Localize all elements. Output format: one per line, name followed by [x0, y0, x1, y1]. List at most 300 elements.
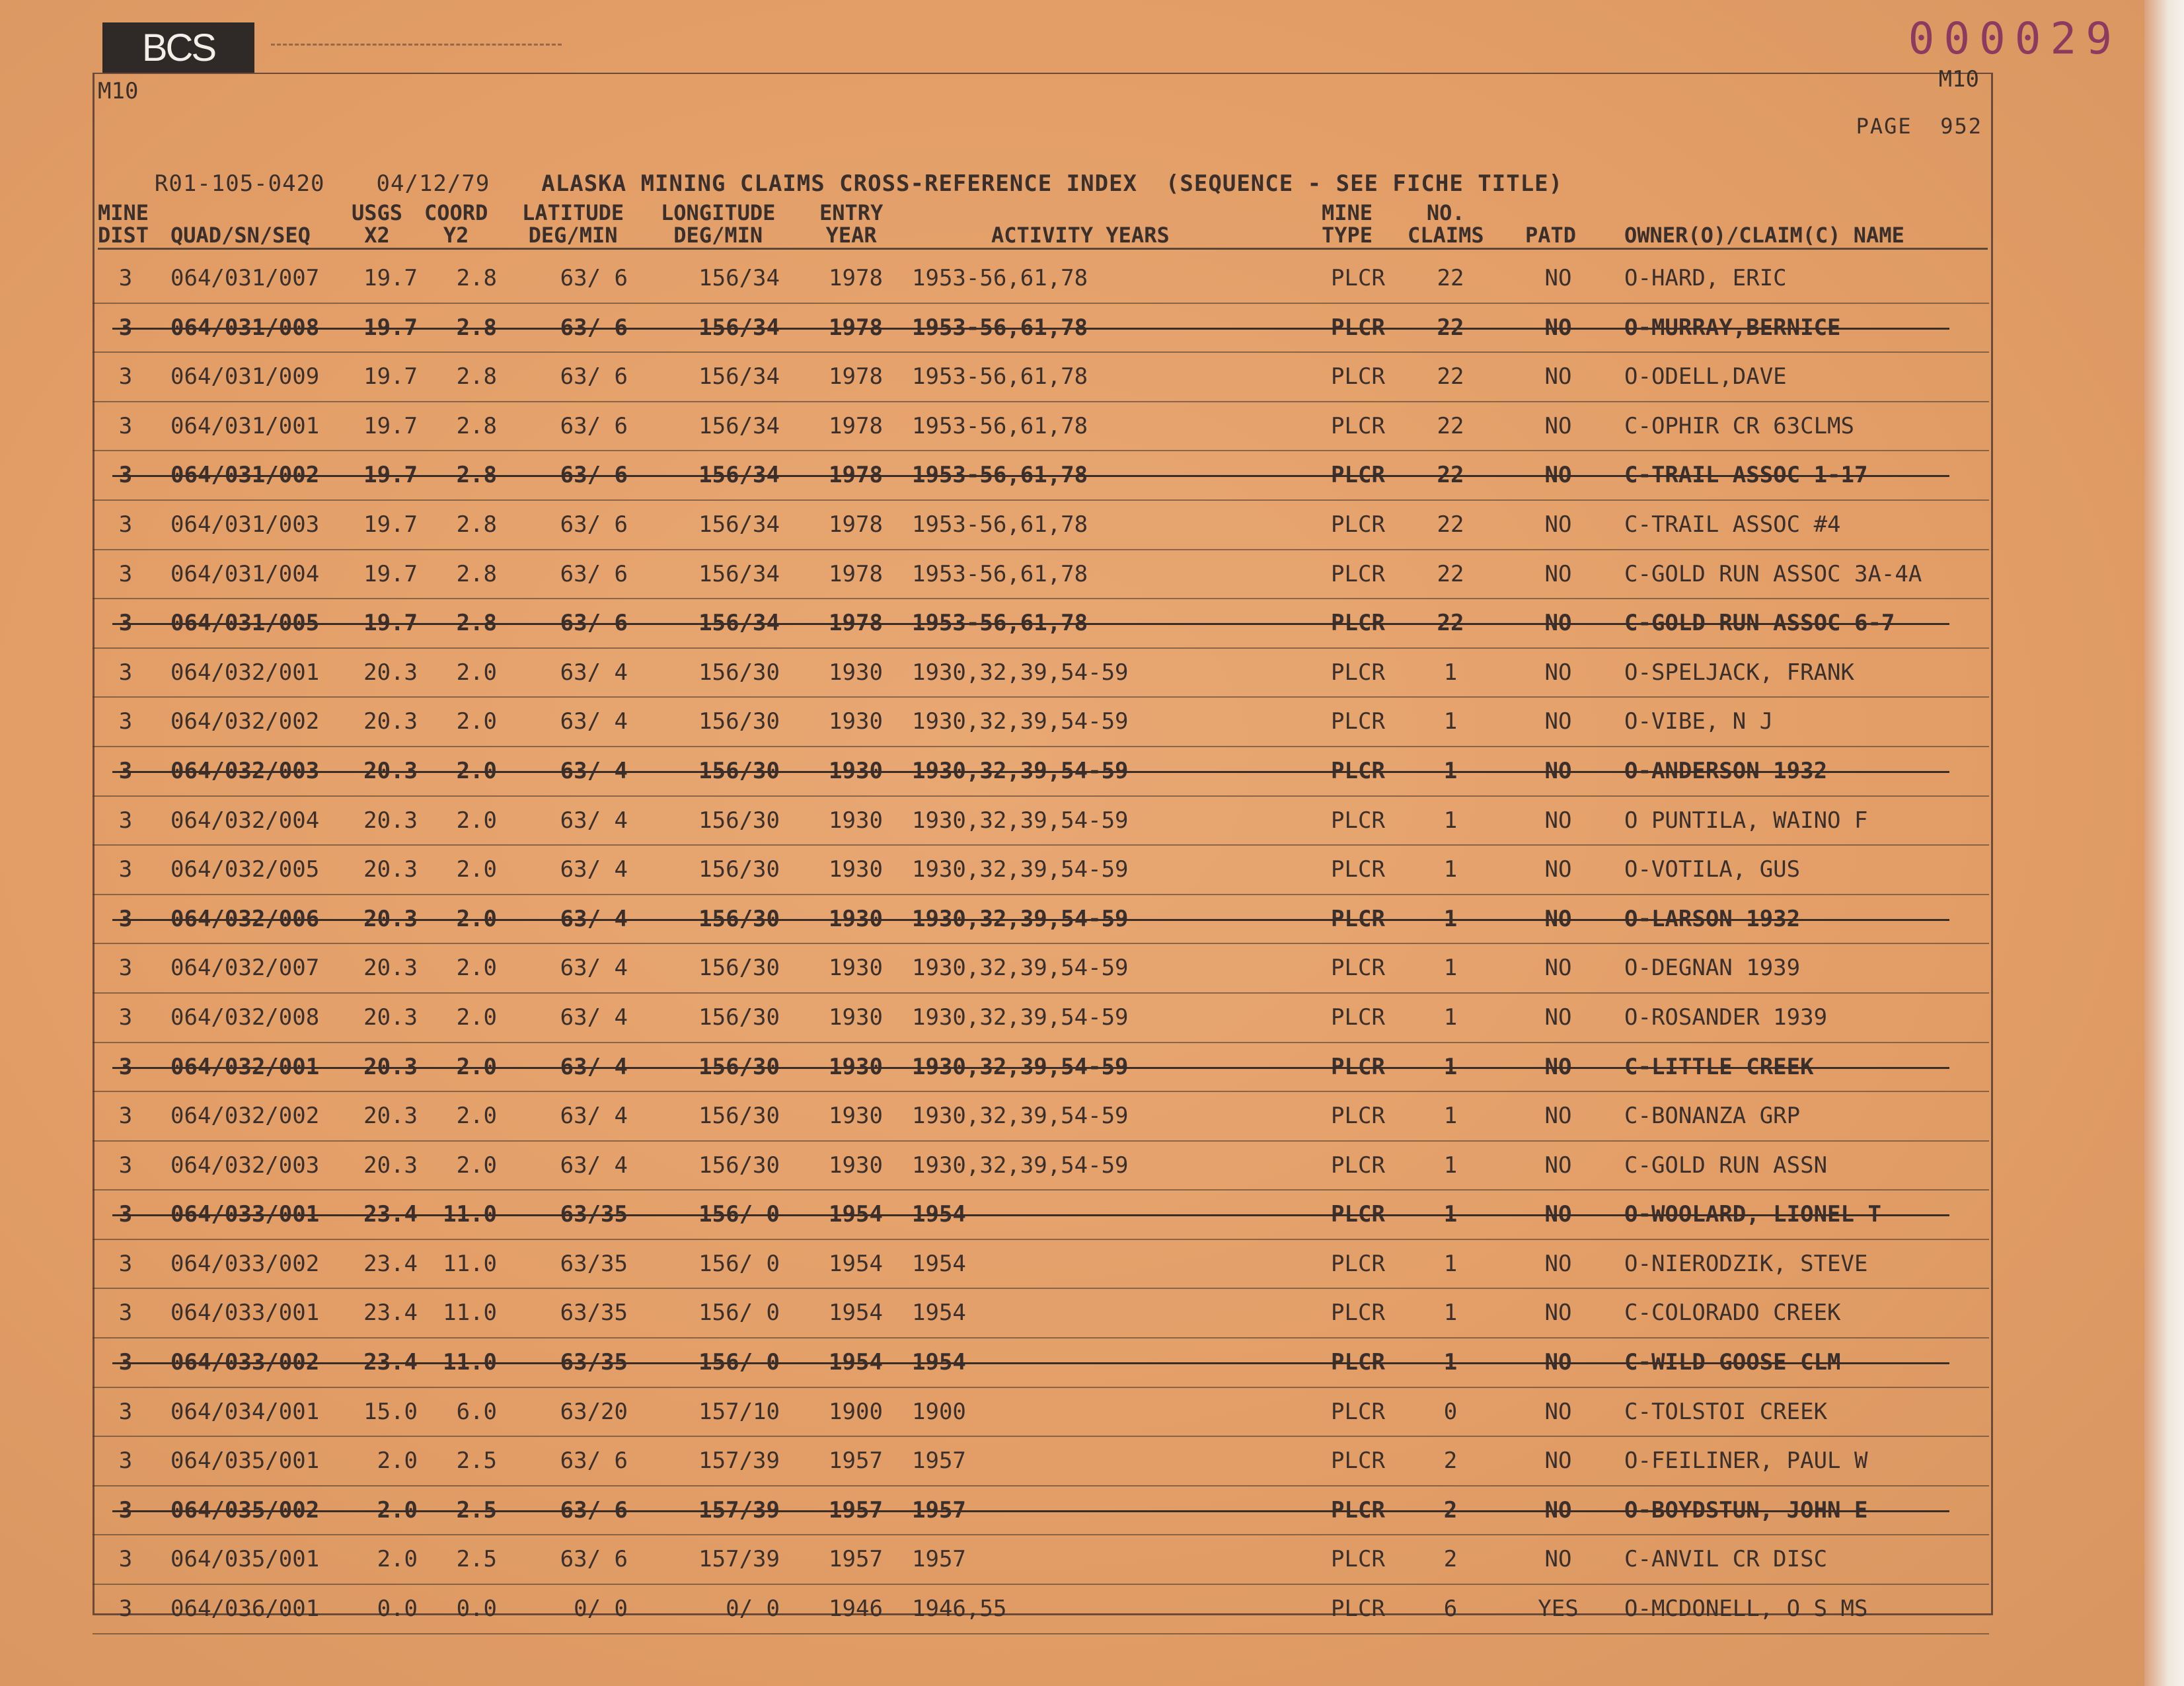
- cell-lat: 63/ 4: [560, 1152, 628, 1179]
- cell-activity: 1930,32,39,54-59: [912, 905, 1129, 932]
- cell-dist: 3: [118, 1349, 133, 1376]
- cell-lat: 63/ 6: [560, 1448, 628, 1475]
- cell-lat: 63/ 4: [560, 955, 628, 982]
- cell-patd: NO: [1544, 807, 1572, 834]
- cell-lat: 63/ 4: [560, 708, 628, 735]
- cell-x2: 20.3: [363, 856, 418, 883]
- cell-y2: 6.0: [456, 1398, 497, 1425]
- cell-lon: 157/39: [698, 1448, 780, 1475]
- cell-lon: 156/34: [698, 560, 780, 587]
- cell-quad: 064/035/001: [170, 1448, 320, 1475]
- cell-owner: O-MCDONELL, O S MS: [1624, 1595, 1868, 1623]
- cell-patd: NO: [1544, 265, 1572, 291]
- cell-dist: 3: [118, 314, 133, 341]
- cell-x2: 20.3: [363, 659, 418, 686]
- col-entry-year: ENTRY YEAR: [819, 200, 884, 248]
- cell-claims: 1: [1443, 1053, 1458, 1080]
- cell-dist: 3: [118, 659, 133, 686]
- col-latitude: LATITUDE DEG/MIN: [522, 200, 624, 248]
- cell-type: PLCR: [1331, 1201, 1385, 1228]
- cell-dist: 3: [118, 412, 133, 439]
- cell-y2: 2.0: [456, 856, 497, 883]
- cell-dist: 3: [118, 560, 133, 587]
- cell-activity: 1930,32,39,54-59: [912, 1152, 1129, 1179]
- cell-y2: 11.0: [443, 1201, 497, 1228]
- cell-lon: 156/30: [698, 757, 780, 784]
- cell-type: PLCR: [1331, 1053, 1385, 1080]
- cell-owner: O-DEGNAN 1939: [1624, 955, 1801, 982]
- cell-claims: 22: [1437, 610, 1464, 637]
- cell-activity: 1930,32,39,54-59: [912, 1004, 1129, 1031]
- cell-patd: NO: [1544, 511, 1572, 538]
- report-title: ALASKA MINING CLAIMS CROSS-REFERENCE INDEX (SEQUENCE - SEE FICHE TITLE): [541, 170, 1563, 197]
- cell-lon: 156/ 0: [698, 1300, 780, 1327]
- cell-owner: O-LARSON 1932: [1624, 905, 1801, 932]
- cell-dist: 3: [118, 1300, 133, 1327]
- table-row: [93, 1043, 1989, 1093]
- cell-activity: 1930,32,39,54-59: [912, 856, 1129, 883]
- cell-quad: 064/032/001: [170, 659, 320, 686]
- cell-patd: NO: [1544, 659, 1572, 686]
- cell-activity: 1954: [912, 1349, 966, 1376]
- cell-owner: C-BONANZA GRP: [1624, 1103, 1801, 1130]
- cell-lon: 156/34: [698, 265, 780, 291]
- cell-lon: 156/34: [698, 511, 780, 538]
- cell-y2: 2.8: [456, 462, 497, 489]
- cell-lon: 156/34: [698, 314, 780, 341]
- cell-lat: 0/ 0: [574, 1595, 628, 1623]
- cell-quad: 064/032/006: [170, 905, 320, 932]
- cell-dist: 3: [118, 1546, 133, 1573]
- cell-patd: NO: [1544, 757, 1572, 784]
- table-row: [93, 501, 1989, 550]
- cell-quad: 064/033/001: [170, 1300, 320, 1327]
- cell-y2: 2.8: [456, 511, 497, 538]
- cell-type: PLCR: [1331, 1004, 1385, 1031]
- cell-y2: 2.0: [456, 1103, 497, 1130]
- col-patd: PATD: [1525, 223, 1577, 248]
- col-no-claims: NO. CLAIMS: [1408, 200, 1484, 248]
- cell-claims: 22: [1437, 314, 1464, 341]
- cell-lat: 63/ 6: [560, 412, 628, 439]
- cell-quad: 064/032/003: [170, 757, 320, 784]
- table-row: [93, 1437, 1989, 1486]
- page-edge: [2144, 0, 2184, 1686]
- cell-y2: 2.0: [456, 807, 497, 834]
- cell-dist: 3: [118, 610, 133, 637]
- cell-dist: 3: [118, 757, 133, 784]
- cell-type: PLCR: [1331, 265, 1385, 291]
- cell-type: PLCR: [1331, 905, 1385, 932]
- cell-entry: 1978: [829, 412, 883, 439]
- col-owner-claim: OWNER(O)/CLAIM(C) NAME: [1624, 223, 1904, 248]
- cell-y2: 2.0: [456, 659, 497, 686]
- table-row: [93, 1240, 1989, 1290]
- cell-type: PLCR: [1331, 1448, 1385, 1475]
- cell-patd: NO: [1544, 363, 1572, 390]
- cell-patd: NO: [1544, 856, 1572, 883]
- table-row: [93, 649, 1989, 698]
- cell-type: PLCR: [1331, 412, 1385, 439]
- cell-y2: 11.0: [443, 1300, 497, 1327]
- cell-dist: 3: [118, 1053, 133, 1080]
- cell-quad: 064/031/005: [170, 610, 320, 637]
- table-row: [93, 1092, 1989, 1142]
- cell-lat: 63/ 4: [560, 1053, 628, 1080]
- cell-x2: 2.0: [377, 1448, 418, 1475]
- cell-dist: 3: [118, 856, 133, 883]
- cell-activity: 1954: [912, 1250, 966, 1277]
- cell-type: PLCR: [1331, 1152, 1385, 1179]
- cell-patd: NO: [1544, 1546, 1572, 1573]
- table-row: [93, 353, 1989, 402]
- col-quad: QUAD/SN/SEQ: [170, 223, 311, 248]
- cell-y2: 11.0: [443, 1250, 497, 1277]
- cell-claims: 1: [1443, 659, 1458, 686]
- cell-patd: NO: [1544, 1496, 1572, 1523]
- cell-patd: NO: [1544, 1053, 1572, 1080]
- cell-entry: 1930: [829, 1004, 883, 1031]
- cell-entry: 1954: [829, 1250, 883, 1277]
- cell-entry: 1930: [829, 1053, 883, 1080]
- cell-x2: 2.0: [377, 1546, 418, 1573]
- cell-quad: 064/035/001: [170, 1546, 320, 1573]
- cell-y2: 2.8: [456, 560, 497, 587]
- cell-claims: 22: [1437, 363, 1464, 390]
- cell-lon: 156/30: [698, 1152, 780, 1179]
- cell-activity: 1953-56,61,78: [912, 462, 1088, 489]
- cell-owner: O-NIERODZIK, STEVE: [1624, 1250, 1868, 1277]
- cell-x2: 20.3: [363, 757, 418, 784]
- cell-claims: 1: [1443, 905, 1458, 932]
- cell-y2: 2.8: [456, 610, 497, 637]
- cell-x2: 15.0: [363, 1398, 418, 1425]
- cell-activity: 1957: [912, 1448, 966, 1475]
- cell-x2: 2.0: [377, 1496, 418, 1523]
- cell-lon: 0/ 0: [726, 1595, 780, 1623]
- cell-quad: 064/031/008: [170, 314, 320, 341]
- cell-entry: 1978: [829, 560, 883, 587]
- cell-entry: 1930: [829, 905, 883, 932]
- table-row: [93, 304, 1989, 353]
- claims-table: [93, 254, 1989, 1634]
- table-row: [93, 254, 1989, 304]
- cell-owner: C-OPHIR CR 63CLMS: [1624, 412, 1854, 439]
- cell-dist: 3: [118, 1595, 133, 1623]
- cell-activity: 1953-56,61,78: [912, 314, 1088, 341]
- cell-activity: 1900: [912, 1398, 966, 1425]
- table-row: [93, 747, 1989, 797]
- table-row: [93, 895, 1989, 945]
- cell-patd: NO: [1544, 1349, 1572, 1376]
- cell-type: PLCR: [1331, 659, 1385, 686]
- table-row: [93, 1289, 1989, 1338]
- cell-lon: 156/30: [698, 659, 780, 686]
- cell-lat: 63/ 4: [560, 856, 628, 883]
- cell-owner: C-TRAIL ASSOC 1-17: [1624, 462, 1868, 489]
- cell-lat: 63/ 6: [560, 1546, 628, 1573]
- cell-entry: 1978: [829, 511, 883, 538]
- cell-activity: 1953-56,61,78: [912, 265, 1088, 291]
- cell-type: PLCR: [1331, 511, 1385, 538]
- cell-owner: O-VIBE, N J: [1624, 708, 1774, 735]
- cell-x2: 23.4: [363, 1201, 418, 1228]
- cell-x2: 20.3: [363, 807, 418, 834]
- cell-activity: 1953-56,61,78: [912, 560, 1088, 587]
- cell-patd: NO: [1544, 1250, 1572, 1277]
- table-row: [93, 797, 1989, 846]
- cell-claims: 0: [1443, 1398, 1458, 1425]
- cell-lon: 156/30: [698, 955, 780, 982]
- col-mine-type: MINE TYPE: [1322, 200, 1373, 248]
- cell-quad: 064/032/003: [170, 1152, 320, 1179]
- cell-x2: 20.3: [363, 1004, 418, 1031]
- cell-type: PLCR: [1331, 462, 1385, 489]
- cell-claims: 22: [1437, 462, 1464, 489]
- cell-y2: 2.5: [456, 1496, 497, 1523]
- cell-x2: 19.7: [363, 610, 418, 637]
- cell-entry: 1954: [829, 1300, 883, 1327]
- cell-claims: 2: [1443, 1546, 1458, 1573]
- cell-patd: NO: [1544, 1300, 1572, 1327]
- cell-lat: 63/ 6: [560, 265, 628, 291]
- table-row: [93, 550, 1989, 600]
- cell-claims: 1: [1443, 1201, 1458, 1228]
- cell-dist: 3: [118, 708, 133, 735]
- cell-claims: 1: [1443, 955, 1458, 982]
- cell-lat: 63/35: [560, 1300, 628, 1327]
- cell-lat: 63/ 4: [560, 757, 628, 784]
- cell-quad: 064/035/002: [170, 1496, 320, 1523]
- cell-entry: 1957: [829, 1448, 883, 1475]
- cell-x2: 19.7: [363, 511, 418, 538]
- cell-quad: 064/032/008: [170, 1004, 320, 1031]
- cell-lon: 156/ 0: [698, 1201, 780, 1228]
- cell-x2: 19.7: [363, 314, 418, 341]
- cell-x2: 19.7: [363, 412, 418, 439]
- cell-lat: 63/ 6: [560, 511, 628, 538]
- cell-dist: 3: [118, 265, 133, 291]
- cell-x2: 23.4: [363, 1250, 418, 1277]
- cell-type: PLCR: [1331, 708, 1385, 735]
- table-row: [93, 1388, 1989, 1438]
- cell-type: PLCR: [1331, 1349, 1385, 1376]
- cell-type: PLCR: [1331, 955, 1385, 982]
- cell-owner: O-BOYDSTUN, JOHN E: [1624, 1496, 1868, 1523]
- cell-patd: NO: [1544, 412, 1572, 439]
- cell-patd: NO: [1544, 314, 1572, 341]
- cell-y2: 2.0: [456, 708, 497, 735]
- cell-patd: NO: [1544, 1448, 1572, 1475]
- cell-x2: 20.3: [363, 905, 418, 932]
- table-row: [93, 846, 1989, 895]
- cell-patd: NO: [1544, 462, 1572, 489]
- cell-dist: 3: [118, 462, 133, 489]
- cell-y2: 2.8: [456, 314, 497, 341]
- cell-quad: 064/032/005: [170, 856, 320, 883]
- cell-lon: 156/30: [698, 807, 780, 834]
- cell-y2: 2.0: [456, 1152, 497, 1179]
- table-row: [93, 451, 1989, 501]
- cell-x2: 20.3: [363, 708, 418, 735]
- cell-activity: 1930,32,39,54-59: [912, 1103, 1129, 1130]
- cell-dist: 3: [118, 1496, 133, 1523]
- cell-dist: 3: [118, 511, 133, 538]
- cell-entry: 1930: [829, 807, 883, 834]
- cell-entry: 1954: [829, 1201, 883, 1228]
- cell-type: PLCR: [1331, 560, 1385, 587]
- cell-y2: 2.0: [456, 1053, 497, 1080]
- cell-claims: 22: [1437, 265, 1464, 291]
- cell-lat: 63/ 4: [560, 905, 628, 932]
- cell-lat: 63/35: [560, 1201, 628, 1228]
- cell-type: PLCR: [1331, 314, 1385, 341]
- cell-x2: 19.7: [363, 560, 418, 587]
- cell-dist: 3: [118, 807, 133, 834]
- cell-owner: O-SPELJACK, FRANK: [1624, 659, 1854, 686]
- cell-activity: 1930,32,39,54-59: [912, 807, 1129, 834]
- cell-activity: 1953-56,61,78: [912, 511, 1088, 538]
- cell-owner: C-TOLSTOI CREEK: [1624, 1398, 1828, 1425]
- cell-owner: O-ODELL,DAVE: [1624, 363, 1787, 390]
- cell-activity: 1946,55: [912, 1595, 1007, 1623]
- cell-y2: 0.0: [456, 1595, 497, 1623]
- cell-lat: 63/ 6: [560, 462, 628, 489]
- cell-patd: NO: [1544, 1398, 1572, 1425]
- cell-lat: 63/20: [560, 1398, 628, 1425]
- cell-type: PLCR: [1331, 610, 1385, 637]
- cell-lon: 156/30: [698, 1053, 780, 1080]
- cell-y2: 2.5: [456, 1448, 497, 1475]
- cell-dist: 3: [118, 1004, 133, 1031]
- cell-type: PLCR: [1331, 363, 1385, 390]
- cell-patd: NO: [1544, 1004, 1572, 1031]
- cell-type: PLCR: [1331, 1103, 1385, 1130]
- cell-lat: 63/ 4: [560, 659, 628, 686]
- cell-activity: 1930,32,39,54-59: [912, 1053, 1129, 1080]
- cell-y2: 2.8: [456, 265, 497, 291]
- report-id: R01-105-0420: [154, 170, 325, 197]
- cell-x2: 20.3: [363, 1152, 418, 1179]
- cell-claims: 6: [1443, 1595, 1458, 1623]
- cell-quad: 064/032/002: [170, 708, 320, 735]
- cell-dist: 3: [118, 363, 133, 390]
- cell-y2: 2.0: [456, 757, 497, 784]
- cell-owner: O-ROSANDER 1939: [1624, 1004, 1828, 1031]
- frame-id-right: M10: [1938, 66, 1979, 92]
- cell-lon: 157/39: [698, 1546, 780, 1573]
- cell-patd: NO: [1544, 955, 1572, 982]
- table-row: [93, 1535, 1989, 1585]
- cell-claims: 1: [1443, 1004, 1458, 1031]
- cell-owner: C-GOLD RUN ASSOC 6-7: [1624, 610, 1895, 637]
- cell-entry: 1900: [829, 1398, 883, 1425]
- cell-lat: 63/35: [560, 1349, 628, 1376]
- cell-type: PLCR: [1331, 856, 1385, 883]
- cell-x2: 23.4: [363, 1349, 418, 1376]
- cell-type: PLCR: [1331, 1300, 1385, 1327]
- cell-entry: 1978: [829, 610, 883, 637]
- cell-x2: 20.3: [363, 955, 418, 982]
- cell-dist: 3: [118, 955, 133, 982]
- cell-activity: 1930,32,39,54-59: [912, 659, 1129, 686]
- cell-owner: O-HARD, ERIC: [1624, 265, 1787, 291]
- cell-activity: 1954: [912, 1300, 966, 1327]
- cell-entry: 1930: [829, 708, 883, 735]
- table-row: [93, 1142, 1989, 1191]
- cell-owner: C-GOLD RUN ASSOC 3A-4A: [1624, 560, 1922, 587]
- cell-owner: O-WOOLARD, LIONEL T: [1624, 1201, 1881, 1228]
- cell-x2: 0.0: [377, 1595, 418, 1623]
- cell-y2: 2.8: [456, 412, 497, 439]
- col-usgs-x2: USGS X2: [352, 200, 403, 248]
- table-row: [93, 698, 1989, 747]
- cell-quad: 064/034/001: [170, 1398, 320, 1425]
- cell-lat: 63/ 6: [560, 314, 628, 341]
- logo-trail-line: [271, 44, 562, 46]
- cell-claims: 22: [1437, 511, 1464, 538]
- cell-activity: 1954: [912, 1201, 966, 1228]
- cell-claims: 2: [1443, 1496, 1458, 1523]
- cell-y2: 2.8: [456, 363, 497, 390]
- cell-quad: 064/033/001: [170, 1201, 320, 1228]
- cell-quad: 064/033/002: [170, 1349, 320, 1376]
- table-header: [93, 202, 1989, 248]
- cell-claims: 1: [1443, 757, 1458, 784]
- cell-entry: 1978: [829, 363, 883, 390]
- cell-lat: 63/ 4: [560, 807, 628, 834]
- table-row: [93, 1191, 1989, 1240]
- cell-quad: 064/033/002: [170, 1250, 320, 1277]
- cell-activity: 1930,32,39,54-59: [912, 708, 1129, 735]
- cell-lon: 156/30: [698, 1004, 780, 1031]
- cell-lon: 157/10: [698, 1398, 780, 1425]
- cell-quad: 064/031/009: [170, 363, 320, 390]
- cell-lon: 156/34: [698, 610, 780, 637]
- cell-owner: C-WILD GOOSE CLM: [1624, 1349, 1841, 1376]
- cell-claims: 1: [1443, 1349, 1458, 1376]
- cell-lat: 63/ 6: [560, 363, 628, 390]
- page-label: PAGE 952: [1856, 114, 1982, 139]
- cell-entry: 1930: [829, 955, 883, 982]
- cell-claims: 1: [1443, 856, 1458, 883]
- cell-type: PLCR: [1331, 807, 1385, 834]
- cell-entry: 1954: [829, 1349, 883, 1376]
- cell-owner: O-ANDERSON 1932: [1624, 757, 1828, 784]
- cell-lon: 156/34: [698, 412, 780, 439]
- cell-patd: NO: [1544, 708, 1572, 735]
- cell-dist: 3: [118, 1250, 133, 1277]
- cell-quad: 064/032/001: [170, 1053, 320, 1080]
- cell-activity: 1953-56,61,78: [912, 363, 1088, 390]
- cell-activity: 1957: [912, 1546, 966, 1573]
- cell-entry: 1957: [829, 1546, 883, 1573]
- cell-lon: 156/30: [698, 1103, 780, 1130]
- cell-quad: 064/036/001: [170, 1595, 320, 1623]
- cell-lon: 156/34: [698, 462, 780, 489]
- cell-type: PLCR: [1331, 1250, 1385, 1277]
- cell-owner: O-VOTILA, GUS: [1624, 856, 1801, 883]
- cell-quad: 064/032/002: [170, 1103, 320, 1130]
- cell-type: PLCR: [1331, 1595, 1385, 1623]
- cell-type: PLCR: [1331, 1496, 1385, 1523]
- cell-lat: 63/ 6: [560, 1496, 628, 1523]
- cell-lon: 156/30: [698, 708, 780, 735]
- cell-entry: 1930: [829, 1103, 883, 1130]
- cell-claims: 2: [1443, 1448, 1458, 1475]
- cell-activity: 1930,32,39,54-59: [912, 757, 1129, 784]
- cell-quad: 064/031/002: [170, 462, 320, 489]
